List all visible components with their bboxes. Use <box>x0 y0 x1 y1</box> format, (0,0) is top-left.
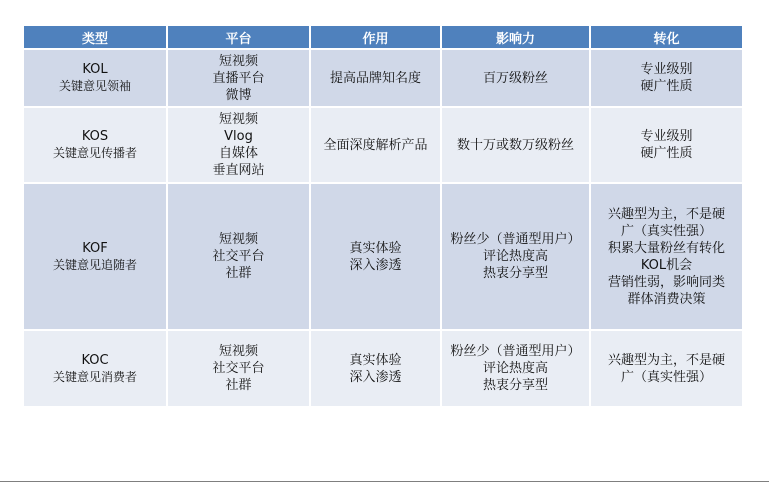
header-type: 类型 <box>24 26 167 49</box>
type-code: KOC <box>81 352 109 368</box>
platform-item: 短视频 <box>218 112 258 127</box>
header-row <box>24 26 742 49</box>
conversion-item: 群体消费决策 <box>627 291 706 307</box>
influence-item: 评论热度高 <box>482 361 548 376</box>
cell-influence <box>441 183 590 330</box>
influence-item: 热衷分享型 <box>482 266 548 281</box>
conversion-item: 兴趣型为主，不是硬 <box>607 206 725 222</box>
influence-item: 热衷分享型 <box>482 378 548 393</box>
table-header <box>24 26 742 49</box>
platform-item: 短视频 <box>218 344 258 359</box>
influence-item: 粉丝少（普通型用户） <box>450 232 581 247</box>
platform-item: 社群 <box>225 378 252 393</box>
header-conversion: 转化 <box>590 26 742 49</box>
influencer-types-table <box>24 26 742 408</box>
influence-item: 评论热度高 <box>482 249 548 264</box>
type-code: KOL <box>82 62 108 77</box>
platform-item: 微博 <box>225 87 252 103</box>
influence-item: 粉丝少（普通型用户） <box>450 344 581 359</box>
cell-influence <box>441 330 590 407</box>
platform-item: 短视频 <box>218 232 258 247</box>
conversion-item: 广（真实性强） <box>620 223 712 239</box>
type-code: KOS <box>81 129 109 144</box>
influence-item: 数十万或数万级粉丝 <box>456 137 574 153</box>
cell-platform <box>167 49 310 107</box>
cell-conversion <box>590 183 742 330</box>
platform-item: 自媒体 <box>218 146 258 161</box>
header-role: 作用 <box>310 26 441 49</box>
cell-role <box>310 183 441 330</box>
table-row-kol <box>24 49 742 107</box>
cell-conversion <box>590 49 742 107</box>
cell-role <box>310 107 441 183</box>
conversion-item: 硬广性质 <box>640 146 693 161</box>
cell-influence <box>441 49 590 107</box>
cell-type <box>24 183 167 330</box>
type-name: 关键意见追随者 <box>52 257 137 272</box>
conversion-item: 积累大量粉丝有转化 <box>607 240 725 256</box>
role-item: 深入渗透 <box>349 257 402 273</box>
cell-conversion <box>590 330 742 407</box>
table-body <box>24 49 742 407</box>
cell-type <box>24 330 167 407</box>
conversion-item: 营销性弱，影响同类 <box>607 274 725 290</box>
conversion-item: 广（真实性强） <box>620 369 712 385</box>
cell-role <box>310 330 441 407</box>
table-row-kof <box>24 183 742 330</box>
type-name: 关键意见消费者 <box>52 369 137 384</box>
table-row-kos <box>24 107 742 183</box>
role-item: 全面深度解析产品 <box>323 137 428 153</box>
cell-type <box>24 107 167 183</box>
type-code: KOF <box>82 240 108 256</box>
influence-item: 百万级粉丝 <box>482 70 548 86</box>
platform-item: 社群 <box>225 266 252 281</box>
platform-item: 垂直网站 <box>212 163 265 178</box>
table-row-koc <box>24 330 742 407</box>
cell-type <box>24 49 167 107</box>
type-name: 关键意见传播者 <box>52 146 137 160</box>
type-name: 关键意见领袖 <box>58 79 131 93</box>
cell-platform <box>167 183 310 330</box>
platform-item: Vlog <box>224 129 253 144</box>
cell-platform <box>167 330 310 407</box>
role-item: 提高品牌知名度 <box>329 70 421 86</box>
conversion-item: KOL机会 <box>640 257 693 273</box>
cell-role <box>310 49 441 107</box>
platform-item: 社交平台 <box>212 361 265 376</box>
cell-conversion <box>590 107 742 183</box>
conversion-item: 硬广性质 <box>640 79 693 94</box>
bottom-divider <box>0 481 769 482</box>
platform-item: 社交平台 <box>212 249 265 264</box>
platform-item: 直播平台 <box>212 70 265 86</box>
header-influence: 影响力 <box>441 26 590 49</box>
role-item: 深入渗透 <box>349 369 402 385</box>
conversion-item: 专业级别 <box>640 62 693 77</box>
role-item: 真实体验 <box>349 352 402 368</box>
conversion-item: 兴趣型为主，不是硬 <box>607 352 725 368</box>
influencer-table-container <box>24 26 742 408</box>
role-item: 真实体验 <box>349 240 402 256</box>
cell-influence <box>441 107 590 183</box>
platform-item: 短视频 <box>218 53 258 69</box>
header-platform: 平台 <box>167 26 310 49</box>
conversion-item: 专业级别 <box>640 129 693 144</box>
cell-platform <box>167 107 310 183</box>
